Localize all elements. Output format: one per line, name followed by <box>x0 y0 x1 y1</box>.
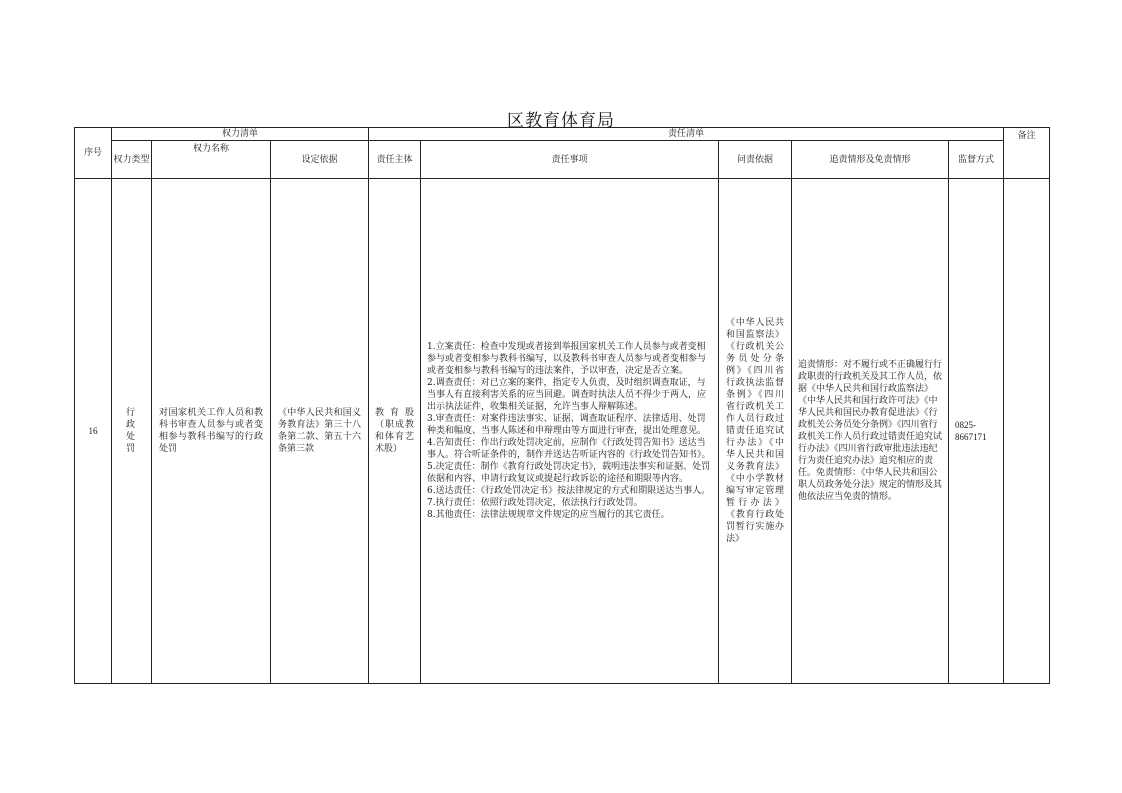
row-accountability-basis: 《中华人民共和国监察法》《行政机关公务员处分条例》《四川省行政执法监督条例》《四川省行政机关工作人员行政过错责任追究试行办法》《中华人民共和国义务教育法》《中小学教材编写审定管理暂行办法》《教育行政处罚暂行实施办法》 <box>719 179 792 684</box>
header-duties: 责任事项 <box>421 141 719 179</box>
header-subject: 责任主体 <box>369 141 421 179</box>
page-title: 区教育体育局 <box>507 111 615 131</box>
row-supervision: 0825-8667171 <box>949 179 1004 684</box>
row-subject: 教育股（职成教和体育艺术股） <box>369 179 421 684</box>
row-seq: 16 <box>75 179 112 684</box>
row-liability: 追责情形：对不履行或不正确履行行政职责的行政机关及其工作人员，依据《中华人民共和国行政监察法》《中华人民共和国行政许可法》《中华人民共和国民办教育促进法》《行政机关公务员处分条例》《四川省行政机关工作人员行政过错责任追究试行办法》《四川省行政审批违法违纪行为责任追究办法》追究相应的责任。免责情形：《中华人民共和国公职人员政务处分法》规定的情形及其他依法应当免责的情形。 <box>792 179 949 684</box>
duty-item: 2.调查责任：对已立案的案件，指定专人负责，及时组织调查取证，与当事人有直接利害关系的应当回避。调查时执法人员不得少于两人，应出示执法证件，收集相关证据，允许当事人辩解陈述。 <box>427 378 707 412</box>
header-seq: 序号 <box>75 128 112 179</box>
duty-item: 4.告知责任：作出行政处罚决定前，应制作《行政处罚告知书》送达当事人。符合听证条件的，制作并送达告听证内容的《行政处罚告知书》。 <box>427 438 711 460</box>
header-supervision: 监督方式 <box>949 141 1004 179</box>
header-accountability-basis: 问责依据 <box>719 141 792 179</box>
row-remarks <box>1004 179 1050 684</box>
header-basis: 设定依据 <box>271 141 369 179</box>
row-power-type: 行政处罚 <box>112 179 152 684</box>
header-responsibility-list: 责任清单 <box>369 128 1004 141</box>
header-remarks: 备注 <box>1004 128 1050 179</box>
duty-item: 1.立案责任：检查中发现或者接到举报国家机关工作人员参与或者变相参与或者变相参与教科书编写，以及教科书审查人员参与或者变相参与或者变相参与教科书编写的违法案件，予以审查，决定是否立案。 <box>427 342 707 376</box>
table-row <box>75 179 1050 684</box>
duty-item: 7.执行责任：依照行政处罚决定，依法执行行政处罚。 <box>427 498 643 508</box>
duty-item: 6.送达责任：《行政处罚决定书》按法律规定的方式和期限送达当事人。 <box>427 486 711 496</box>
power-responsibility-table <box>74 127 1050 684</box>
duty-item: 8.其他责任：法律法规规章文件规定的应当履行的其它责任。 <box>427 510 670 520</box>
row-duties <box>421 179 719 684</box>
header-liability: 追责情形及免责情形 <box>792 141 949 179</box>
duty-item: 5.决定责任：制作《教育行政处罚决定书》，载明违法事实和证据、处罚依据和内容、申请行政复议或提起行政诉讼的途径和期限等内容。 <box>427 462 711 484</box>
header-power-name: 权力名称 <box>152 141 271 179</box>
header-power-type: 权力类型 <box>112 141 152 179</box>
duty-item: 3.审查责任：对案件违法事实、证据、调查取证程序、法律适用、处罚种类和幅度、当事人陈述和申辩理由等方面进行审查，提出处理意见。 <box>427 414 707 436</box>
row-basis: 《中华人民共和国义务教育法》第三十八条第二款、第五十六条第三款 <box>271 179 369 684</box>
header-power-list: 权力清单 <box>112 128 369 141</box>
row-power-name: 对国家机关工作人员和教科书审查人员参与或者变相参与教科书编写的行政处罚 <box>152 179 271 684</box>
